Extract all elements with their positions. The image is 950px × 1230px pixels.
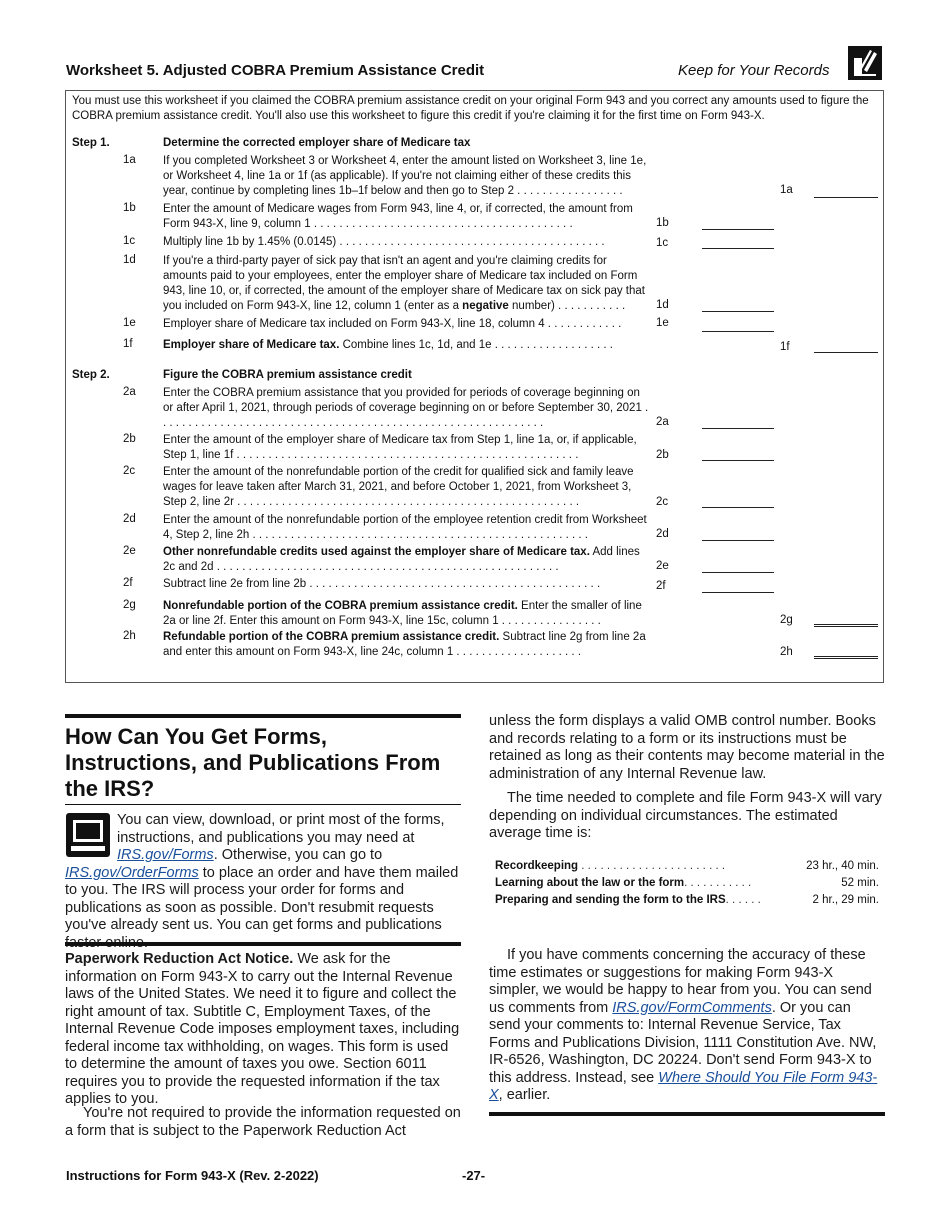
amount-field-2b[interactable] bbox=[702, 460, 774, 461]
amount-field-2f[interactable] bbox=[702, 592, 774, 593]
line-2e-text: Add lines 2c and 2d . . . . . . . . . . . . . . . . . . . . . . . . . . . . . . . . . . . . . . . . . . . . . . . . . . . . . . bbox=[163, 546, 640, 573]
line-number: 2e bbox=[123, 545, 136, 557]
line-number: 2d bbox=[123, 513, 136, 525]
line-1f-description bbox=[163, 338, 649, 353]
amount-field-2g[interactable] bbox=[814, 624, 878, 627]
line-1e-description: Employer share of Medicare tax included on Form 943-X, line 18, column 4 . . . . . . . . . . . . bbox=[163, 318, 622, 330]
line-ref-1e: 1e bbox=[656, 317, 669, 329]
amount-field-1e[interactable] bbox=[702, 331, 774, 332]
line-number: 1c bbox=[123, 235, 136, 247]
irs-formcomments-link[interactable]: IRS.gov/FormComments bbox=[612, 999, 772, 1016]
line-1f-text-bold: Employer share of Medicare tax. bbox=[163, 339, 340, 351]
paperwork-title: Paperwork Reduction Act Notice. bbox=[65, 951, 294, 967]
paperwork-paragraph-2: You're not required to provide the information requested on a form that is subject to the Paperwork Reduction Act bbox=[65, 1105, 461, 1139]
comments-paragraph bbox=[489, 947, 885, 1105]
line-number: 2f bbox=[123, 577, 133, 589]
get-forms-paragraph bbox=[65, 812, 461, 952]
line-ref-1f: 1f bbox=[780, 341, 790, 353]
where-to-file-link[interactable]: Where Should You File Form 943-X bbox=[489, 1069, 878, 1103]
line-ref-2c: 2c bbox=[656, 496, 669, 508]
line-number: 1f bbox=[123, 338, 133, 350]
section-rule bbox=[489, 1112, 885, 1116]
line-2g-text-bold: Nonrefundable portion of the COBRA premium assistance credit. bbox=[163, 600, 518, 612]
step-1-label: Step 1. bbox=[72, 137, 110, 149]
line-number: 1a bbox=[123, 154, 136, 166]
line-1a-description: If you completed Worksheet 3 or Worksheet 4, enter the amount listed on Worksheet 3, line 1e, or Worksheet 4, line 1a or 1f (as applicable). If you're not claiming either of these credits this year, continue by completing lines 1b–1f below and then go to Step 2 . . . . . . . . . . . . . . . . . bbox=[163, 155, 647, 197]
line-1d-text-a: If you're a third-party payer of sick pay that isn't an agent and you're claiming credits for amounts paid to your employees, enter the employer share of Medicare tax included on Form 943, line 10, or, if corrected, the amount of the employer share of Medicare tax on sick pay that you included on Form 943-X, line 12, column 1 (enter as a bbox=[163, 255, 645, 312]
amount-field-1f[interactable] bbox=[814, 352, 878, 353]
line-2h-text-bold: Refundable portion of the COBRA premium assistance credit. bbox=[163, 631, 500, 643]
time-label-text: Learning about the law or the form bbox=[495, 877, 685, 889]
line-1d-text-bold: negative bbox=[462, 300, 509, 312]
line-2b-description: Enter the amount of the employer share of Medicare tax from Step 1, line 1a, or, if applicable, Step 1, line 1f . . . . . . . . . . . . . . . . . . . . . . . . . . . . . . . . . . . . . . . . . . . . . . . . . . . . . . bbox=[163, 434, 637, 461]
line-1c-description: Multiply line 1b by 1.45% (0.0145) . . . . . . . . . . . . . . . . . . . . . . . . . . . . . . . . . . . . . . . . . . bbox=[163, 236, 605, 248]
paperwork-paragraph-1 bbox=[65, 951, 461, 1109]
leader-dots: . . . . . . bbox=[725, 894, 761, 906]
line-number: 2g bbox=[123, 599, 136, 611]
line-1f-text: Combine lines 1c, 1d, and 1e . . . . . . . . . . . . . . . . . . . bbox=[339, 339, 613, 351]
paperwork-paragraph-3: unless the form displays a valid OMB control number. Books and records relating to a form or its instructions must be retained as long as their contents may become material in the administration of any Internal Revenue law. bbox=[489, 713, 885, 782]
page-number: -27- bbox=[462, 1168, 486, 1183]
line-ref-1a: 1a bbox=[780, 184, 793, 196]
worksheet-title: Worksheet 5. Adjusted COBRA Premium Assistance Credit bbox=[66, 62, 485, 79]
icon-spacer bbox=[65, 812, 117, 856]
worksheet-intro: You must use this worksheet if you claimed the COBRA premium assistance credit on your original Form 943 and you correct any amounts used to figure the COBRA premium assistance credit. You'll also use this worksheet to figure this credit if you're claiming it for the first time on Form 943-X. bbox=[72, 95, 869, 122]
paperwork-text-1: We ask for the information on Form 943-X to carry out the Internal Revenue laws of the United States. We need it to figure and collect the right amount of tax. Subtitle C, Employment Taxes, of the Internal Revenue Code imposes employment taxes, including federal income tax withholding, on wages. This form is used to determine the amount of taxes you owe. Section 6011 requires you to provide the requested information if the tax applies to you. bbox=[65, 951, 460, 1107]
line-ref-2b: 2b bbox=[656, 449, 669, 461]
line-number: 1b bbox=[123, 202, 136, 214]
line-ref-2f: 2f bbox=[656, 580, 666, 592]
line-1d-text-b: number) . . . . . . . . . . . bbox=[508, 300, 626, 312]
time-value: 23 hr., 40 min. bbox=[806, 860, 879, 872]
amount-field-2c[interactable] bbox=[702, 507, 774, 508]
leader-dots: . . . . . . . . . . . bbox=[684, 877, 752, 889]
comments-text-1: If you have comments concerning the accuracy of these time estimates or suggestions for making Form 943-X simpler, we would be happy to hear from you. You can send us comments from bbox=[489, 947, 872, 1016]
time-label bbox=[495, 860, 725, 872]
line-ref-2e: 2e bbox=[656, 560, 669, 572]
amount-field-1c[interactable] bbox=[702, 248, 774, 249]
amount-field-2d[interactable] bbox=[702, 540, 774, 541]
footer-form-title: Instructions for Form 943-X (Rev. 2-2022) bbox=[66, 1168, 319, 1183]
line-2e-text-bold: Other nonrefundable credits used against the employer share of Medicare tax. bbox=[163, 546, 590, 558]
section-divider bbox=[65, 804, 461, 805]
irs-orderforms-link[interactable]: IRS.gov/OrderForms bbox=[65, 864, 199, 881]
time-label bbox=[495, 894, 761, 906]
amount-field-2e[interactable] bbox=[702, 572, 774, 573]
line-2h-text: Subtract line 2g from line 2a and enter this amount on Form 943-X, line 24c, column 1 . . . . . . . . . . . . . . . . . . . . bbox=[163, 631, 646, 658]
line-2f-description: Subtract line 2e from line 2b . . . . . . . . . . . . . . . . . . . . . . . . . . . . . . . . . . . . . . . . . . . . . . bbox=[163, 578, 601, 590]
step-1-heading: Determine the corrected employer share of Medicare tax bbox=[163, 137, 471, 149]
amount-field-1a[interactable] bbox=[814, 197, 878, 198]
get-forms-text-3: to place an order and have them mailed to you. The IRS will process your order for forms and publications as soon as possible. Don't resubmit requests you've already sent us. You can get forms and publications bbox=[65, 864, 459, 933]
line-ref-1d: 1d bbox=[656, 299, 669, 311]
amount-field-1b[interactable] bbox=[702, 229, 774, 230]
step-2-heading: Figure the COBRA premium assistance credit bbox=[163, 369, 412, 381]
line-2e-description bbox=[163, 545, 649, 575]
pencil-note-icon bbox=[848, 46, 882, 80]
amount-field-1d[interactable] bbox=[702, 311, 774, 312]
line-2h-description bbox=[163, 630, 649, 660]
line-2a-description: Enter the COBRA premium assistance that you provided for periods of coverage beginning on or after April 1, 2021, through periods of coverage beginning on or before September 30, 2021 . . . . . . . . . . . . . . . . . . . . . . . . . . . . . . . . . . . . . . . . . . . . . . . . . . . . . . . . . . . . . bbox=[163, 387, 649, 429]
line-ref-2g: 2g bbox=[780, 614, 793, 626]
paperwork-paragraph-4: The time needed to complete and file Form 943-X will vary depending on individual circumstances. The estimated average time is: bbox=[489, 790, 882, 841]
step-2-label: Step 2. bbox=[72, 369, 110, 381]
line-2c-description: Enter the amount of the nonrefundable portion of the credit for qualified sick and family leave wages for leave taken after March 31, 2021, and before October 1, 2021, from Worksheet 3, Step 2, line 2r . . . . . . . . . . . . . . . . . . . . . . . . . . . . . . . . . . . . . . . . . . . . . . . . . . . . . . bbox=[163, 466, 634, 508]
time-estimate-table bbox=[495, 860, 879, 912]
line-2g-description bbox=[163, 599, 649, 629]
line-ref-2h: 2h bbox=[780, 646, 793, 658]
line-2d-description: Enter the amount of the nonrefundable portion of the employee retention credit from Worksheet 4, Step 2, line 2h . . . . . . . . . . . . . . . . . . . . . . . . . . . . . . . . . . . . . . . . . . . . . . . . . . . . . bbox=[163, 514, 647, 541]
line-number: 2a bbox=[123, 386, 136, 398]
time-row-learning bbox=[495, 877, 879, 893]
line-number: 2h bbox=[123, 630, 136, 642]
line-ref-2a: 2a bbox=[656, 416, 669, 428]
line-ref-1c: 1c bbox=[656, 237, 669, 249]
line-number: 2c bbox=[123, 465, 136, 477]
time-label bbox=[495, 877, 751, 889]
keep-for-records-label: Keep for Your Records bbox=[678, 62, 830, 79]
section-rule bbox=[65, 714, 461, 718]
line-number: 2b bbox=[123, 433, 136, 445]
get-forms-text-1: You can view, download, or print most of the forms, instructions, and publications you may need at bbox=[117, 812, 445, 846]
leader-dots: . . . . . . . . . . . . . . . . . . . . . . . bbox=[578, 860, 726, 872]
line-ref-1b: 1b bbox=[656, 217, 669, 229]
line-1d-description bbox=[163, 254, 649, 314]
time-row-recordkeeping bbox=[495, 860, 879, 876]
time-value: 2 hr., 29 min. bbox=[812, 894, 879, 906]
section-rule bbox=[65, 942, 461, 946]
line-number: 1e bbox=[123, 317, 136, 329]
get-forms-heading: How Can You Get Forms, Instructions, and Publications From the IRS? bbox=[65, 724, 441, 801]
comments-text-3: , earlier. bbox=[498, 1087, 551, 1103]
line-1b-description: Enter the amount of Medicare wages from Form 943, line 4, or, if corrected, the amount from Form 943-X, line 9, column 1 . . . . . . . . . . . . . . . . . . . . . . . . . . . . . . . . . . . . . . . . . bbox=[163, 203, 633, 230]
comments-text-2: . Or you can send your comments to: Internal Revenue Service, Tax Forms and Publications Division, 1111 Constitution Ave. NW, IR-6526, Washington, DC 20224. Don't send Form 943-X to this address. Instead, see bbox=[489, 999, 877, 1086]
irs-forms-link[interactable]: IRS.gov/Forms bbox=[117, 847, 214, 863]
time-label-text: Recordkeeping bbox=[495, 860, 579, 872]
time-value: 52 min. bbox=[841, 877, 879, 889]
time-row-preparing bbox=[495, 894, 879, 910]
amount-field-2h[interactable] bbox=[814, 656, 878, 659]
line-2g-text: Enter the smaller of line 2a or line 2f. Enter this amount on Form 943-X, line 15c, column 1 . . . . . . . . . . . . . . . . bbox=[163, 600, 642, 627]
get-forms-text-2: . Otherwise, you can go to bbox=[213, 847, 383, 863]
amount-field-2a[interactable] bbox=[702, 428, 774, 429]
line-number: 1d bbox=[123, 254, 136, 266]
time-label-text: Preparing and sending the form to the IRS bbox=[495, 894, 726, 906]
line-ref-2d: 2d bbox=[656, 528, 669, 540]
